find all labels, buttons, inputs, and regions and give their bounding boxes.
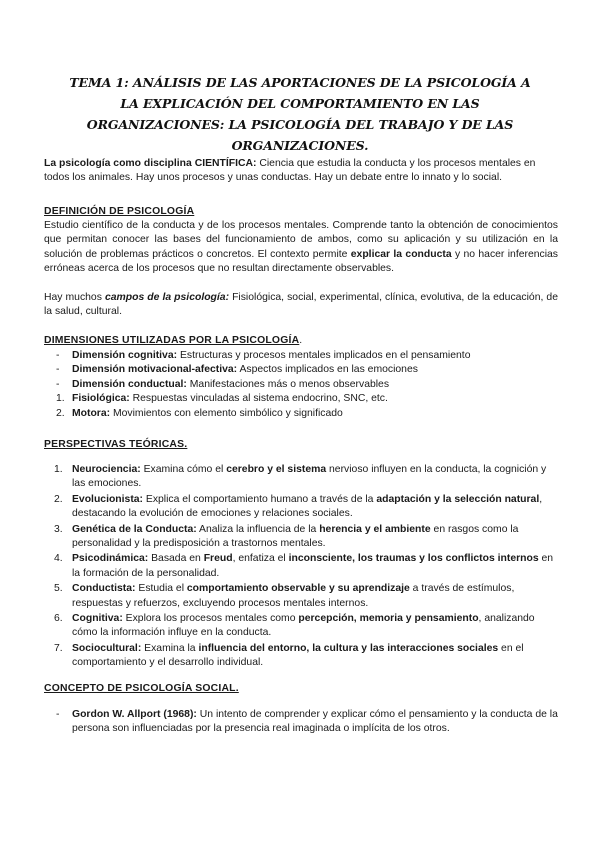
dimension-item <box>44 363 558 377</box>
list-marker: 4. <box>54 553 63 565</box>
dimension-label: Dimensión motivacional-afectiva: <box>72 364 238 376</box>
social-list-wrap <box>44 708 558 737</box>
list-marker: - <box>56 350 60 361</box>
dimension-label: Motora: <box>72 407 111 419</box>
perspectiva-text: Examina la <box>141 642 199 654</box>
list-marker: 6. <box>54 613 63 625</box>
list-marker: 5. <box>54 583 63 595</box>
perspectiva-item <box>44 612 558 641</box>
social-heading: CONCEPTO DE PSICOLOGÍA SOCIAL. <box>44 683 239 694</box>
list-marker: - <box>56 378 60 390</box>
perspectivas-heading: PERSPECTIVAS TEÓRICAS. <box>44 439 188 450</box>
dimension-label: Dimensión cognitiva: <box>72 350 178 361</box>
perspectiva-bold: Cognitiva: <box>72 613 123 625</box>
dimensiones-list-wrap <box>44 349 558 421</box>
perspectiva-bold: adaptación y la selección natural <box>376 493 540 505</box>
perspectiva-bold: herencia y el ambiente <box>319 523 431 535</box>
list-marker: 1. <box>56 393 65 405</box>
list-marker: 2. <box>56 407 65 419</box>
dimension-text: Manifestaciones más o menos observables <box>186 378 390 390</box>
dimension-text: Aspectos implicados en las emociones <box>237 364 418 376</box>
perspectiva-item <box>44 463 558 492</box>
perspectiva-text: en la formación de la personalidad. <box>72 553 554 579</box>
perspectiva-item <box>44 552 558 581</box>
list-marker: - <box>56 364 60 376</box>
definicion-paragraph-2 <box>44 291 558 320</box>
perspectivas-list-wrap <box>44 463 558 672</box>
perspectiva-bold: Freud <box>203 553 233 565</box>
definicion-text-a: Estudio científico de la conducta y de los procesos mentales. Comprende tanto la obtención de conocimientos que permitan conocer las bases del funcionamiento de ambos, como su aplicación y su utilización en la solución de problemas prácticos o concretos. El contexto permite <box>44 220 558 260</box>
perspectiva-bold: influencia del entorno, la cultura y las interacciones sociales <box>198 642 499 654</box>
campos-text-a: Hay muchos <box>44 292 105 303</box>
social-item <box>44 708 558 737</box>
perspectiva-text: Analiza la influencia de la <box>196 523 320 535</box>
dimensiones-heading <box>44 334 558 348</box>
perspectiva-text: Estudia el <box>135 583 187 595</box>
perspectiva-item <box>44 642 558 671</box>
definicion-bold: explicar la conducta <box>350 248 452 260</box>
list-marker: 3. <box>54 523 63 535</box>
social-list <box>44 708 558 737</box>
dimension-item <box>44 378 558 392</box>
perspectiva-text: Explica el comportamiento humano a través de la <box>143 493 377 505</box>
perspectiva-item <box>44 523 558 552</box>
perspectiva-text: a través de estímulos, respuestas y refuerzos, excluyendo procesos mentales internos. <box>72 583 515 609</box>
perspectiva-text: en rasgos como la personalidad y la predisposición a trastornos mentales. <box>72 523 519 550</box>
perspectivas-list <box>44 463 558 671</box>
social-author: Gordon W. Allport (1968): <box>72 709 197 720</box>
dimension-text: Movimientos con elemento simbólico y significado <box>110 407 343 419</box>
perspectiva-bold: cerebro y el sistema <box>226 464 327 475</box>
campos-text-b: Fisiológica, social, experimental, clínica, evolutiva, de la educación, de la salud, cultural. <box>44 292 558 318</box>
campos-bold: campos de la psicología: <box>104 292 230 303</box>
dimension-item <box>44 392 558 406</box>
perspectiva-bold: comportamiento observable y su aprendizaje <box>186 583 410 595</box>
dimensiones-list <box>44 349 558 421</box>
dimension-label: Dimensión conductual: <box>72 378 187 390</box>
perspectiva-text: nervioso influyen en la conducta, la cognición y las emociones. <box>72 464 547 490</box>
dimension-item <box>44 349 558 363</box>
perspectiva-text: , enfatiza el <box>232 553 289 565</box>
perspectiva-bold: inconsciente, los traumas y los conflictos internos <box>288 553 539 565</box>
perspectiva-text: en el comportamiento y el desarrollo individual. <box>72 642 524 669</box>
social-text: Un intento de comprender y explicar cómo el pensamiento y la conducta de la persona son influenciadas por la presencia real imaginada o implícita de los otros. <box>72 709 558 735</box>
perspectiva-bold: Conductista: <box>72 583 136 595</box>
dimension-text: Respuestas vinculadas al sistema endocrino, SNC, etc. <box>129 393 388 405</box>
perspectiva-bold: Neurociencia: <box>72 464 141 475</box>
perspectiva-bold: Psicodinámica: <box>72 553 149 565</box>
document-title: TEMA 1: ANÁLISIS DE LAS APORTACIONES DE LA PSICOLOGÍA A LA EXPLICACIÓN DEL COMPORTAMIENTO EN LAS ORGANIZACIONES: LA PSICOLOGÍA DEL TRABAJO Y DE LAS ORGANIZACIONES. <box>69 75 531 153</box>
perspectiva-text: Explora los procesos mentales como <box>122 613 299 625</box>
definicion-heading: DEFINICIÓN DE PSICOLOGÍA <box>44 206 195 217</box>
dimension-label: Fisiológica: <box>72 393 130 405</box>
perspectiva-item <box>44 493 558 522</box>
perspectiva-bold: Genética de la Conducta: <box>72 523 197 535</box>
dimension-item <box>44 407 558 421</box>
list-marker: 2. <box>54 493 63 505</box>
dimension-text: Estructuras y procesos mentales implicados en el pensamiento <box>177 350 471 361</box>
list-marker: - <box>56 709 60 720</box>
perspectiva-item <box>44 582 558 611</box>
list-marker: 1. <box>54 464 63 475</box>
perspectiva-bold: Sociocultural: <box>72 642 142 654</box>
perspectiva-bold: Evolucionista: <box>72 493 144 505</box>
dimensiones-heading-text: DIMENSIONES UTILIZADAS POR LA PSICOLOGÍA <box>44 335 300 346</box>
definicion-text-b: y no hacer inferencias erróneas acerca de los procesos que no resultan directamente observables. <box>44 248 558 275</box>
intro-paragraph <box>44 157 558 186</box>
perspectiva-text: , destacando la evolución de emociones y relaciones sociales. <box>72 493 543 520</box>
dimensiones-heading-tail: . <box>299 335 303 346</box>
perspectiva-text: , analizando cómo la información influye en la conducta. <box>72 613 535 639</box>
definicion-paragraph-1 <box>44 219 558 277</box>
intro-text: Ciencia que estudia la conducta y los procesos mentales en todos los animales. Hay unos procesos y unas conductas. Hay un debate entre lo innato y lo social. <box>44 158 536 184</box>
perspectiva-text: Basada en <box>148 553 204 565</box>
perspectiva-bold: percepción, memoria y pensamiento <box>298 613 479 625</box>
intro-bold: La psicología como disciplina CIENTÍFICA: <box>44 158 257 169</box>
list-marker: 7. <box>54 642 63 654</box>
perspectiva-text: Examina cómo el <box>140 464 227 475</box>
